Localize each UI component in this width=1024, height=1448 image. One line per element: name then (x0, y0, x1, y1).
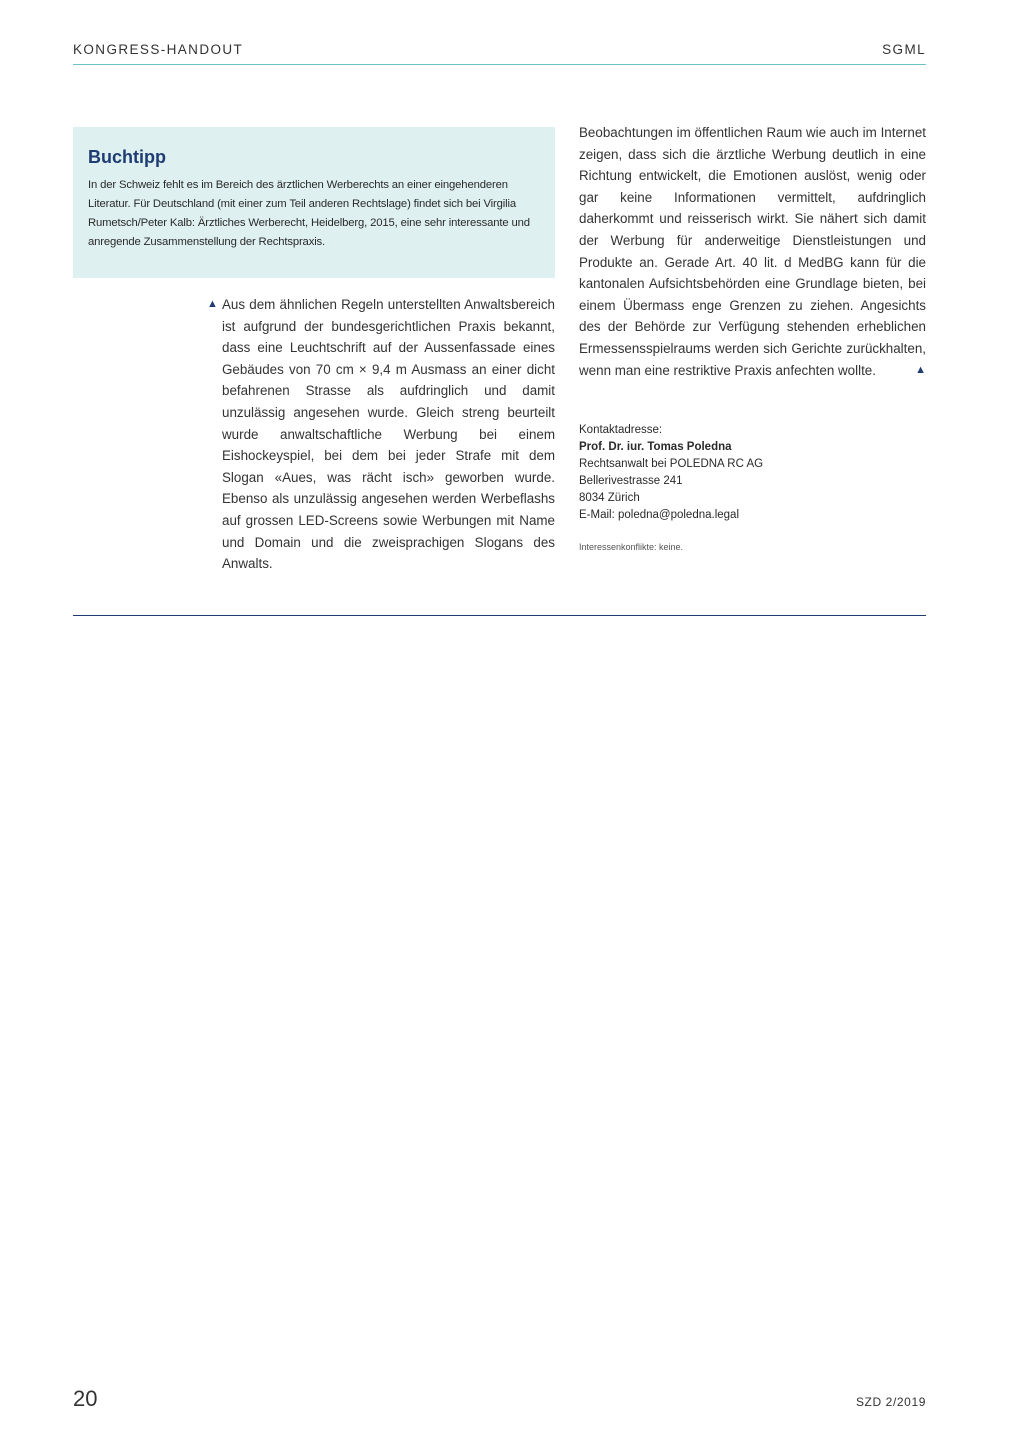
book-tip-text: In der Schweiz fehlt es im Bereich des ärztlichen Werberechts an einer eingehenderen Literatur. Für Deutschland (mit einer zum Teil anderen Rechtslage) findet sich bei Virgilia Rumetsch/Peter Kalb: Ärztliches Werberecht, Heidelberg, 2015, eine sehr interessante und anregende Zusammenstellung der Rechtspraxis. (88, 179, 530, 248)
contact-address (579, 422, 926, 524)
contact-city: 8034 Zürich (579, 492, 640, 504)
contact-role: Rechtsanwalt bei POLEDNA RC AG (579, 458, 764, 470)
middle-column-text: Aus dem ähnlichen Regeln unterstellten Anwaltsbereich ist aufgrund der bundesgerichtlichen Praxis bekannt, dass eine Leuchtschrift auf der Aussenfassade eines Gebäudes von 70 cm × 9,4 m Ausmass an einer dicht befahrenen Strasse als aufdringlich und damit unzulässig angesehen wurde. Gleich streng beurteilt wurde anwaltschaftliche Werbung bei einem Eishockeyspiel, bei dem bei jeder Strafe mit dem Slogan «Aues, was rächt isch» geworben wurde. Ebenso als unzulässig angesehen werden Werbeflashs auf grossen LED-Screens sowie Werbungen mit Name und Domain und die zweisprachigen Slogans des Anwalts. (222, 297, 555, 572)
header-society: SGML (882, 42, 926, 57)
right-column-text: Beobachtungen im öffentlichen Raum wie auch im Internet zeigen, dass sich die ärztliche Werbung deutlich in eine Richtung entwickelt, die Emotionen auslöst, wenig oder gar keine Informationen vermittelt, aufdringlich daherkommt und reisserisch wirkt. Sie nähert sich damit der Werbung für anderweitige Dienstleistungen und Produkte an. Gerade Art. 40 lit. d MedBG kann für die kantonalen Aufsichtsbehörden eine Grundlage bieten, bei einem Übermass enge Grenzen zu ziehen. Angesichts des der Behörde zur Verfügung stehenden erheblichen Ermessensspielraums werden sich Gerichte zurückhalten, wenn man eine restriktive Praxis anfechten wollte. (579, 125, 926, 378)
page-number: 20 (73, 1386, 98, 1411)
right-column (579, 122, 926, 381)
continuation-triangle-icon: ▲ (207, 298, 218, 310)
conflict-of-interest: Interessenkonflikte: keine. (579, 542, 684, 552)
contact-street: Bellerivestrasse 241 (579, 475, 683, 487)
contact-email: E-Mail: poledna@poledna.legal (579, 509, 740, 521)
book-tip-box (73, 127, 555, 278)
journal-issue: SZD 2/2019 (855, 1395, 926, 1409)
book-tip-title: Buchtipp (88, 147, 166, 167)
section-divider (73, 615, 926, 616)
contact-label: Kontaktadresse: (579, 424, 663, 436)
header-section-title: KONGRESS-HANDOUT (73, 42, 244, 57)
end-triangle-icon: ▲ (915, 363, 926, 376)
middle-column (207, 294, 555, 575)
contact-name: Prof. Dr. iur. Tomas Poledna (579, 441, 732, 453)
running-header (73, 42, 926, 65)
